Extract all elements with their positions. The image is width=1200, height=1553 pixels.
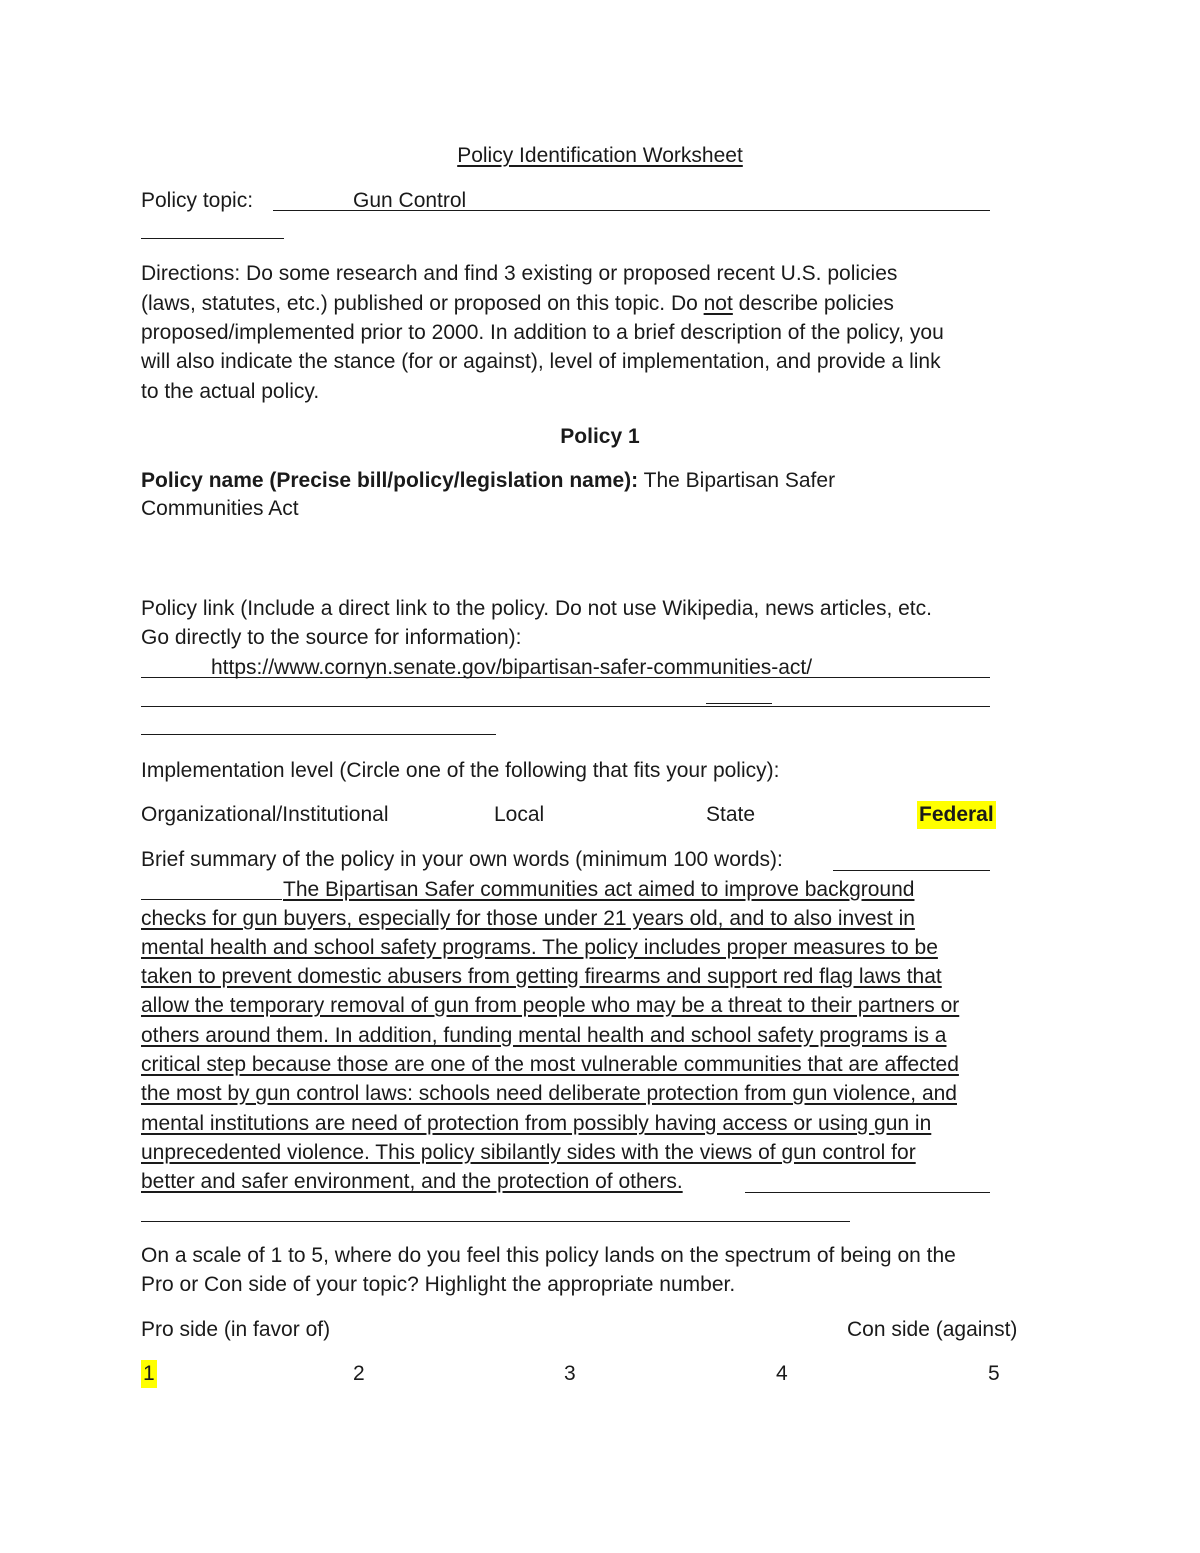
- summary-prompt: Brief summary of the policy in your own words (minimum 100 words):: [141, 848, 783, 871]
- summary-line[interactable]: checks for gun buyers, especially for those under 21 years old, and to also invest in: [141, 907, 915, 930]
- directions-line: to the actual policy.: [141, 380, 320, 403]
- topic-label: Policy topic:: [141, 189, 254, 212]
- policy-link-url[interactable]: https://www.cornyn.senate.gov/bipartisan-safer-communities-act/: [211, 656, 813, 679]
- scale-prompt: On a scale of 1 to 5, where do you feel this policy lands on the spectrum of being on the: [141, 1244, 956, 1267]
- page-title: Policy Identification Worksheet: [457, 144, 743, 167]
- policy-link-instruction: Go directly to the source for information):: [141, 626, 522, 649]
- con-side-label: Con side (against): [847, 1318, 1018, 1341]
- impl-option-local[interactable]: Local: [494, 803, 545, 826]
- directions-line: Directions: Do some research and find 3 existing or proposed recent U.S. policies: [141, 262, 898, 285]
- summary-final-underline: [141, 1221, 850, 1222]
- pro-side-label: Pro side (in favor of): [141, 1318, 331, 1341]
- policy-name-value[interactable]: The Bipartisan Safer: [638, 469, 836, 492]
- scale-number-1[interactable]: 1: [141, 1360, 157, 1388]
- topic-underline-2: [141, 238, 284, 239]
- summary-line[interactable]: unprecedented violence. This policy sibilantly sides with the views of gun control for: [141, 1141, 916, 1164]
- directions-line: (laws, statutes, etc.) published or proposed on this topic. Do not describe policies: [141, 292, 894, 315]
- policy-link-instruction: Policy link (Include a direct link to the policy. Do not use Wikipedia, news articles, etc.: [141, 597, 932, 620]
- scale-number-2[interactable]: 2: [353, 1362, 365, 1385]
- link-underline-3: [141, 734, 496, 735]
- summary-indent-underline: [141, 899, 282, 900]
- scale-number-5[interactable]: 5: [988, 1362, 1000, 1385]
- summary-line[interactable]: critical step because those are one of the most vulnerable communities that are affected: [141, 1053, 959, 1076]
- scale-number-4[interactable]: 4: [776, 1362, 788, 1385]
- impl-option-state[interactable]: State: [706, 803, 756, 826]
- summary-line[interactable]: better and safer environment, and the protection of others.: [141, 1170, 683, 1193]
- policy-heading: Policy 1: [560, 425, 640, 448]
- summary-line[interactable]: allow the temporary removal of gun from people who may be a threat to their partners or: [141, 994, 960, 1017]
- impl-option-federal[interactable]: Federal: [917, 801, 996, 829]
- summary-line[interactable]: mental health and school safety programs. The policy includes proper measures to be: [141, 936, 938, 959]
- summary-line[interactable]: others around them. In addition, funding mental health and school safety programs is a: [141, 1024, 947, 1047]
- summary-line[interactable]: the most by gun control laws: schools need deliberate protection from gun violence, and: [141, 1082, 957, 1105]
- impl-option-organizational[interactable]: Organizational/Institutional: [141, 803, 389, 826]
- link-underline-2b: [706, 703, 772, 704]
- summary-prompt-underline: [833, 870, 990, 871]
- directions-line: will also indicate the stance (for or against), level of implementation, and provide a link: [141, 350, 941, 373]
- policy-name-value-cont[interactable]: Communities Act: [141, 497, 299, 520]
- directions-line: proposed/implemented prior to 2000. In addition to a brief description of the policy, you: [141, 321, 944, 344]
- summary-end-underline: [745, 1192, 990, 1193]
- summary-line[interactable]: The Bipartisan Safer communities act aimed to improve background: [283, 878, 915, 901]
- policy-name-row: [141, 467, 835, 495]
- link-underline-2: [141, 706, 990, 707]
- policy-name-label: Policy name (Precise bill/policy/legislation name):: [141, 469, 639, 492]
- summary-line[interactable]: mental institutions are need of protection from possibly having access or using gun in: [141, 1112, 932, 1135]
- implementation-prompt: Implementation level (Circle one of the following that fits your policy):: [141, 759, 780, 782]
- scale-prompt: Pro or Con side of your topic? Highlight the appropriate number.: [141, 1273, 736, 1296]
- scale-number-3[interactable]: 3: [564, 1362, 576, 1385]
- not-emphasis: not: [703, 292, 733, 315]
- topic-value[interactable]: Gun Control: [353, 189, 467, 212]
- summary-line[interactable]: taken to prevent domestic abusers from getting firearms and support red flag laws that: [141, 965, 942, 988]
